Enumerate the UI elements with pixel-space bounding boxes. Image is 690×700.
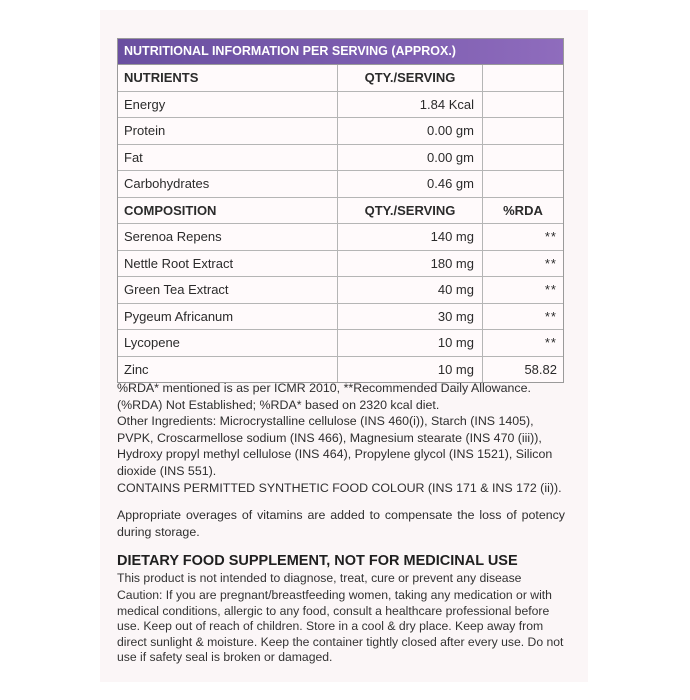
qty-col-header: QTY./SERVING: [338, 198, 483, 224]
ingredient-qty: 180 mg: [338, 251, 483, 277]
qty-col-header: QTY./SERVING: [338, 65, 483, 91]
rda-note: %RDA* mentioned is as per ICMR 2010, **Recommended Daily Allowance. (%RDA) Not Established; %RDA* based on 2320 kcal diet.: [117, 381, 531, 412]
nutrient-rda: [483, 171, 563, 197]
empty-col-header: [483, 65, 563, 91]
ingredient-name: Pygeum Africanum: [118, 304, 338, 330]
table-row: [118, 330, 563, 357]
nutrient-rda: [483, 145, 563, 171]
table-row: [118, 357, 563, 383]
table-row: [118, 118, 563, 145]
table-row: [118, 224, 563, 251]
overages-statement: Appropriate overages of vitamins are added to compensate the loss of potency during storage.: [117, 508, 565, 539]
composition-col-header: COMPOSITION: [118, 198, 338, 224]
disclaimer-text: This product is not intended to diagnose, treat, cure or prevent any disease: [117, 571, 522, 585]
nutrient-name: Fat: [118, 145, 338, 171]
table-row: [118, 145, 563, 172]
ingredient-name: Zinc: [118, 357, 338, 383]
ingredient-rda: 58.82: [524, 361, 557, 377]
caution-text: Caution: If you are pregnant/breastfeeding women, taking any medication or with medical conditions, allergic to any food, consult a healthcare professional before use. Keep out of reach of children. Store in a cool & dry place. Keep away from direct sunlight & moisture. Keep the container tightly closed after every use. Do not use if safety seal is broken or damaged.: [117, 588, 564, 665]
nutrient-qty: 0.46 gm: [338, 171, 483, 197]
dietary-supplement-heading: DIETARY FOOD SUPPLEMENT, NOT FOR MEDICINAL USE: [117, 553, 518, 569]
ingredient-qty: 30 mg: [338, 304, 483, 330]
ingredient-rda: **: [544, 255, 557, 271]
nutrition-table: [117, 38, 564, 383]
rda-col-header: %RDA: [503, 202, 543, 218]
other-ingredients: Other Ingredients: Microcrystalline cellulose (INS 460(i)), Starch (INS 1405), PVPK, Croscarmellose sodium (INS 466), Magnesium stearate (INS 470 (iii)), Hydroxy propyl methyl cellulose (INS 464), Propylene glycol (INS 1521), Silicon dioxide (INS 551).: [117, 414, 553, 478]
nutrient-rda: [483, 92, 563, 118]
colour-statement: CONTAINS PERMITTED SYNTHETIC FOOD COLOUR (INS 171 & INS 172 (ii)).: [117, 480, 562, 495]
nutrients-col-header: NUTRIENTS: [118, 65, 338, 91]
ingredient-name: Serenoa Repens: [118, 224, 338, 250]
ingredient-name: Green Tea Extract: [118, 277, 338, 303]
ingredient-rda: **: [544, 282, 557, 297]
table-row: [118, 171, 563, 198]
ingredient-name: Lycopene: [118, 330, 338, 356]
ingredient-qty: 140 mg: [338, 224, 483, 250]
ingredient-qty: 40 mg: [338, 277, 483, 303]
ingredient-rda: **: [544, 335, 557, 350]
nutrient-qty: 0.00 gm: [338, 145, 483, 171]
ingredient-name: Nettle Root Extract: [118, 251, 338, 277]
nutrient-qty: 1.84 Kcal: [338, 92, 483, 118]
nutrients-header-row: [118, 65, 563, 92]
ingredient-rda: **: [544, 308, 557, 324]
ingredient-qty: 10 mg: [338, 330, 483, 356]
nutrient-rda: [483, 118, 563, 144]
label-notes: [117, 380, 567, 496]
nutrient-name: Carbohydrates: [118, 171, 338, 197]
table-row: [118, 251, 563, 278]
ingredient-rda: **: [544, 229, 557, 244]
table-row: [118, 304, 563, 331]
nutrient-name: Energy: [118, 92, 338, 118]
nutrient-name: Protein: [118, 118, 338, 144]
ingredient-qty: 10 mg: [338, 357, 483, 383]
nutrient-qty: 0.00 gm: [338, 118, 483, 144]
composition-header-row: [118, 198, 563, 225]
table-title: NUTRITIONAL INFORMATION PER SERVING (APPROX.): [118, 39, 563, 65]
table-row: [118, 92, 563, 119]
table-row: [118, 277, 563, 304]
